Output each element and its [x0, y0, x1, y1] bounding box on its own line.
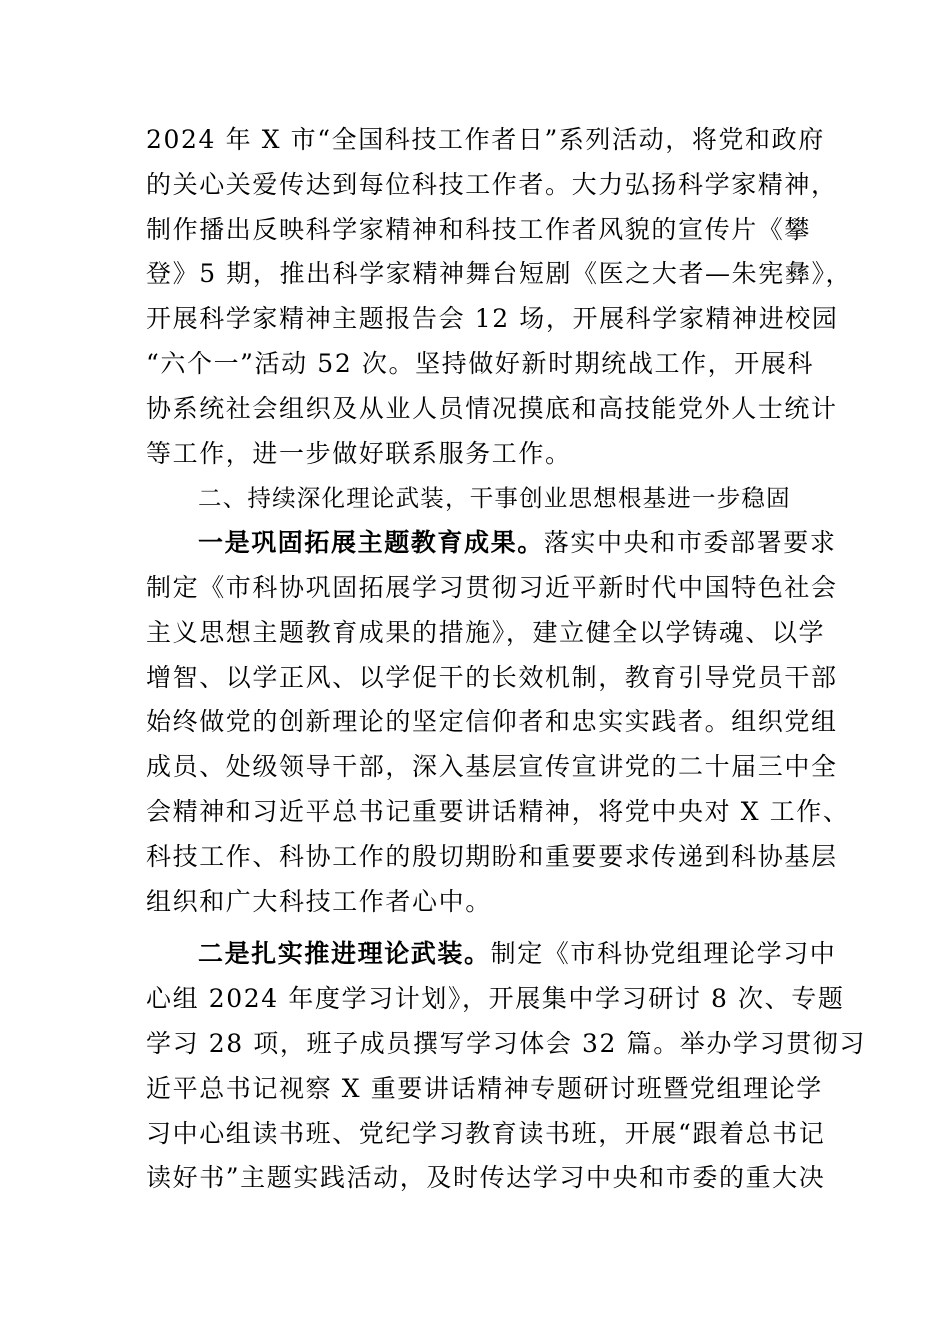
document-page	[146, 118, 867, 1201]
text-line: 心组 2024 年度学习计划》，开展集中学习研讨 8 次、专题	[146, 984, 845, 1014]
text-line: 近平总书记视察 X 重要讲话精神专题研讨班暨党组理论学	[146, 1073, 823, 1103]
paragraph-lead: 一是巩固拓展主题教育成果。	[198, 528, 544, 558]
text-line: 习中心组读书班、党纪学习教育读书班，开展“跟着总书记	[146, 1118, 826, 1148]
text-line	[146, 521, 837, 566]
text-line: 读好书”主题实践活动，及时传达学习中央和市委的重大决	[146, 1163, 826, 1193]
text-line: 成员、处级领导干部，深入基层宣传宣讲党的二十届三中全	[146, 752, 838, 782]
text-line: 2024 年 X 市“全国科技工作者日”系列活动，将党和政府	[146, 125, 825, 154]
paragraph-spacer	[146, 924, 826, 932]
paragraph-theme-education	[146, 521, 850, 924]
text-line: 主义思想主题教育成果的措施》，建立健全以学铸魂、以学	[146, 617, 826, 647]
text-line: 制定《市科协巩固拓展学习贯彻习近平新时代中国特色社会	[146, 572, 838, 602]
text-line: 增智、以学正风、以学促干的长效机制，教育引导党员干部	[146, 662, 838, 692]
text-line: 的关心关爱传达到每位科技工作者。大力弘扬科学家精神，	[146, 169, 838, 199]
paragraph-campaign-activities	[146, 118, 853, 476]
text-run: 落实中央和市委部署要求	[543, 528, 837, 558]
text-line: 制作播出反映科学家精神和科技工作者风貌的宣传片《攀	[146, 214, 812, 244]
paragraph-theory-study	[146, 932, 867, 1201]
paragraph-lead: 二是扎实推进理论武装。	[198, 939, 491, 969]
text-line	[146, 932, 837, 977]
text-line: 登》5 期，推出科学家精神舞台短剧《医之大者—朱宪彝》，	[146, 259, 853, 289]
text-line: 始终做党的创新理论的坚定信仰者和忠实实践者。组织党组	[146, 707, 838, 737]
text-run: 制定《市科协党组理论学习中	[490, 939, 837, 969]
text-line: “六个一”活动 52 次。坚持做好新时期统战工作，开展科	[146, 348, 815, 378]
text-line: 协系统社会组织及从业人员情况摸底和高技能党外人士统计	[146, 393, 838, 423]
section-heading: 二、持续深化理论武装，干事创业思想根基进一步稳固	[198, 484, 791, 513]
text-line: 会精神和习近平总书记重要讲话精神，将党中央对 X 工作、	[146, 796, 850, 826]
text-line: 组织和广大科技工作者心中。	[146, 886, 492, 916]
text-line: 等工作，进一步做好联系服务工作。	[146, 438, 572, 468]
text-line: 开展科学家精神主题报告会 12 场，开展科学家精神进校园	[146, 304, 839, 334]
text-line: 学习 28 项，班子成员撰写学习体会 32 篇。举办学习贯彻习	[146, 1028, 867, 1058]
text-line: 科技工作、科协工作的殷切期盼和重要要求传递到科协基层	[146, 841, 838, 871]
